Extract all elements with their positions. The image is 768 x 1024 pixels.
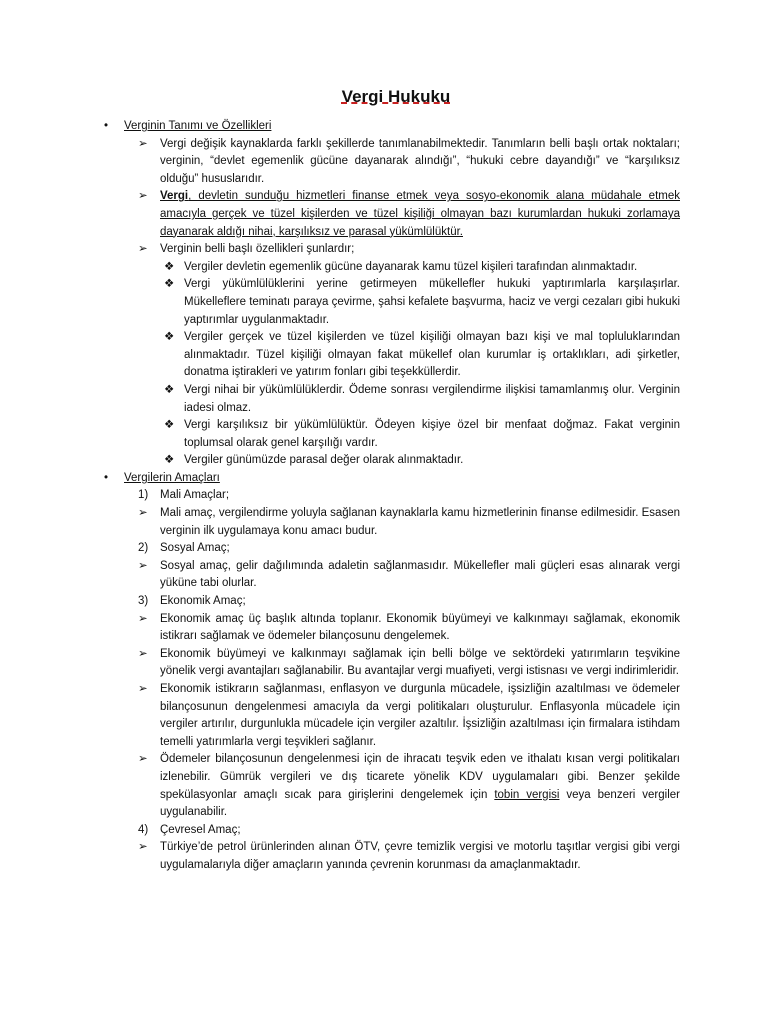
diamond-marker: ❖ (164, 419, 175, 432)
numbered-heading: 3) Ekonomik Amaç; (138, 595, 246, 608)
tobin-tax-link[interactable]: tobin vergisi (494, 788, 560, 801)
numbered-heading: 1) Mali Amaçlar; (138, 489, 230, 502)
list-item: ➢ Türkiye’de petrol ürünlerinden alınan ÖTV, çevre temizlik vergisi ve motorlu taşıtlar vergisi gibi vergi uygulamalarıyla diğer amaçların yanında çevrenin korunması da amaçlanmaktadır. (138, 841, 680, 871)
list-item: ❖ Vergiler gerçek ve tüzel kişilerden ve tüzel kişiliği olmayan bazı kişi ve mal topluluklarından alınmaktadır. Tüzel kişiliği olmayan fakat mükellef olan kurumlar iş ortaklıkları, adi şirketler, donatma iştirakleri ve yatırım fonları gibi teşekküllerdir. (164, 331, 680, 379)
list-item: ➢ Sosyal amaç, gelir dağılımında adaletin sağlanmasıdır. Mükellefler mali güçleri esas alınarak vergi yüküne tabi olurlar. (138, 559, 680, 590)
list-item: ❖ Vergi nihai bir yükümlülüklerdir. Ödeme sonrası vergilendirme ilişkisi tamamlanmış olur. Verginin iadesi olmaz. (164, 383, 680, 414)
list-item: ➢ Mali amaç, vergilendirme yoluyla sağlanan kaynaklarla kamu hizmetlerinin finanse edilmesidir. Esasen verginin ilk uygulamaya konu amacı budur. (138, 507, 680, 537)
diamond-marker: ❖ (164, 278, 175, 291)
arrow-marker: ➢ (138, 559, 148, 572)
features-intro: ➢ Verginin belli başlı özellikleri şunlardır; (112, 241, 680, 259)
page-title: Vergi Hukuku (341, 87, 451, 106)
numbered-heading: 2) Sosyal Amaç; (138, 542, 230, 555)
arrow-marker: ➢ (138, 190, 148, 203)
diamond-marker: ❖ (164, 331, 175, 344)
arrow-marker: ➢ (138, 507, 148, 520)
diamond-marker: ❖ (164, 383, 175, 396)
bullet-marker: • (104, 471, 109, 484)
section-heading: • Vergilerin Amaçları (112, 470, 680, 488)
arrow-marker: ➢ (138, 137, 148, 150)
bullet-marker: • (104, 120, 109, 132)
list-item: ➢ Ekonomik büyümeyi ve kalkınmayı sağlamak için belli bölge ve sektördeki yatırımların teşvikine yönelik vergi avantajları sağlanabilir. Bu avantajlar vergi muafiyeti, vergi istisnası ve vergi indirimleridir. (138, 647, 680, 678)
list-item: ➢ Ödemeler bilançosunun dengelenmesi için de ihracatı teşvik eden ve ithalatı kısan vergi politikaları izlenebilir. Gümrük vergileri ve dış ticarete yönelik KDV uygulamaları gibi. Benzer şekilde spekülasyonlar amaçlı sıcak para girişlerini dengelemek için tobin vergisi veya benzeri vergiler uygulanabilir. (138, 753, 680, 819)
definition-paragraph: ➢ Vergi değişik kaynaklarda farklı şekillerde tanımlanabilmektedir. Tanımların belli başlı ortak noktaları; verginin, “devlet egemenlik gücüne dayanarak alındığı”, “hukuki cebre dayandığı” ve “karşılıksız olduğu” hususlarıdır. (138, 137, 680, 185)
arrow-marker: ➢ (138, 243, 148, 256)
list-item: ❖ Vergi yükümlülüklerini yerine getirmeyen mükellefler hukuki yaptırımlarla karşılaşırlar. Mükelleflere teminatı paraya çevirme, şahsi kefalete başvurma, haciz ve vergi cezaları gibi hukuki yaptırımlar uygulanmaktadır. (164, 278, 680, 326)
document-body (104, 118, 680, 875)
list-item: ❖ Vergi karşılıksız bir yükümlülüktür. Ödeyen kişiye özel bir menfaat doğmaz. Fakat verginin toplumsal olarak genel karşılığı vardır. (164, 419, 680, 449)
arrow-marker: ➢ (138, 612, 148, 625)
diamond-marker: ❖ (164, 454, 175, 467)
list-item: ➢ Ekonomik istikrarın sağlanması, enflasyon ve durgunla mücadele, işsizliğin azaltılması ve ödemeler bilançosunun dengelenmesi amacıyla da vergi politikaları oluşturulur. Enflasyonla mücadele için vergiler artırılır, durgunlukla mücadele için vergiler azaltılır. İşsizliğin azaltılması için firmalara istihdam temelli yatırımlarla vergi teşvikleri sağlanır. (138, 683, 680, 748)
definition-paragraph: ➢ Vergi, devletin sunduğu hizmetleri finanse etmek veya sosyo-ekonomik alana müdahale etmek amacıyla gerçek ve tüzel kişilerden ve tüzel kişiliği olmayan bazı kurumlardan hukuki zorlamaya dayanarak aldığı nihai, karşılıksız ve parasal yükümlülüktür. (138, 190, 680, 238)
numbered-heading: 4) Çevresel Amaç; (138, 823, 241, 836)
arrow-marker: ➢ (138, 683, 148, 695)
arrow-marker: ➢ (138, 647, 148, 660)
list-item: ❖ Vergiler devletin egemenlik gücüne dayanarak kamu tüzel kişileri tarafından alınmaktadır. (112, 259, 680, 277)
arrow-marker: ➢ (138, 753, 148, 766)
arrow-marker: ➢ (138, 841, 148, 854)
list-item: ➢ Ekonomik amaç üç başlık altında toplanır. Ekonomik büyümeyi ve kalkınmayı sağlamak, ekonomik istikrarı sağlamak ve ödemeler bilançosunu dengelemek. (138, 612, 680, 643)
list-item: ❖ Vergiler günümüzde parasal değer olarak alınmaktadır. (112, 452, 680, 470)
section-heading: • Verginin Tanımı ve Özellikleri (112, 118, 680, 136)
diamond-marker: ❖ (164, 260, 175, 273)
